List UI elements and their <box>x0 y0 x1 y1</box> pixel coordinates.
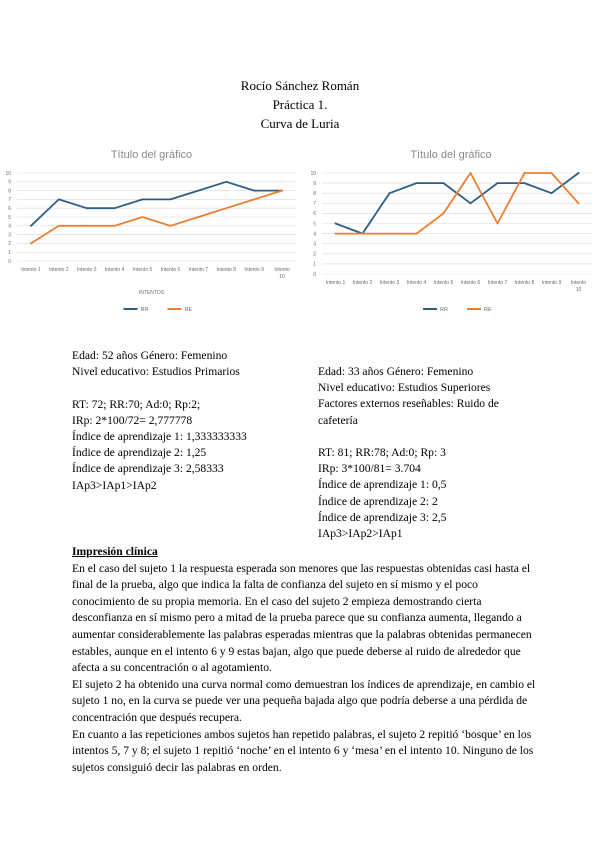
y-tick-label: 8 <box>313 191 316 197</box>
subject-2-data <box>318 364 518 542</box>
data-point-rr <box>197 190 199 192</box>
x-tick-label: Intento <box>274 267 290 273</box>
y-tick-label: 6 <box>8 206 11 212</box>
subject-2-line: Índice de aprendizaje 2: 2 <box>318 494 438 508</box>
chart-subject-1 <box>3 143 300 321</box>
y-tick-label: 9 <box>313 180 316 187</box>
data-point-re <box>470 172 472 174</box>
y-tick-label: 3 <box>8 232 11 239</box>
x-tick-label: Intento 3 <box>379 280 400 286</box>
data-point-rr <box>58 199 60 201</box>
x-tick-label: Intento 7 <box>487 280 508 286</box>
author-name: Rocío Sánchez Román <box>240 78 360 93</box>
data-point-re <box>30 243 32 245</box>
x-tick-label: Intento 9 <box>541 280 562 286</box>
legend-label-re: RE <box>484 307 492 313</box>
legend-label-rr: RR <box>440 307 448 313</box>
x-tick-label: Intento 1 <box>21 267 41 273</box>
subject-1-line: RT: 72; RR:70; Ad:0; Rp:2; <box>72 397 201 411</box>
y-tick-label: 8 <box>8 188 11 195</box>
data-point-re <box>497 223 499 225</box>
data-point-rr <box>497 182 499 184</box>
y-tick-label: 2 <box>8 241 11 248</box>
y-tick-label: 4 <box>313 231 316 238</box>
data-point-rr <box>335 223 337 225</box>
x-tick-label: Intento 5 <box>132 267 153 273</box>
chart-title: Título del gráfico <box>410 149 492 161</box>
x-tick-label: Intento 7 <box>188 267 209 273</box>
data-point-rr <box>253 190 255 192</box>
clinical-paragraph: En cuanto a las repeticiones ambos sujetos han repetido palabras, el sujeto 2 repitió ‘bosque’ en los intentos 5, 7 y 8; el sujeto 1 repitió ‘noche’ en el intento 6 y ‘mesa’ en el intento 10. Ninguno de los sujetos consiguió decir las palabras en orden. <box>72 727 534 774</box>
x-tick-label: Intento 2 <box>49 267 69 273</box>
legend-label-re: RE <box>184 307 193 313</box>
data-point-rr <box>142 199 144 201</box>
subject-2-line: Índice de aprendizaje 3: 2,5 <box>318 510 447 524</box>
x-tick-label: Intento 2 <box>352 280 373 286</box>
series-line-rr <box>31 182 282 226</box>
x-tick-label: Intento 5 <box>433 280 454 286</box>
data-point-re <box>142 216 144 218</box>
data-point-rr <box>551 192 553 194</box>
data-point-re <box>58 225 60 227</box>
data-point-rr <box>170 199 172 201</box>
data-point-rr <box>114 207 116 209</box>
subject-1-line: IRp: 2*100/72= 2,777778 <box>72 413 193 427</box>
clinical-heading: Impresión clínica <box>72 545 158 558</box>
chart-title: Título del gráfico <box>110 149 193 161</box>
subject-1-line: Índice de aprendizaje 3: 2,58333 <box>72 462 224 476</box>
data-point-rr <box>470 202 472 204</box>
subject-2-line: RT: 81; RR:78; Ad:0; Rp: 3 <box>318 446 446 459</box>
y-tick-label: 10 <box>5 170 11 177</box>
x-tick-label: Intento <box>570 280 587 286</box>
clinical-paragraph: El sujeto 2 ha obtenido una curva normal como demuestran los índices de aprendizaje, en cambio el sujeto 1 no, en la curva se puede ver una pequeña bajada algo que podría deberse a una pérdida de concentración que después recupera. <box>72 677 536 724</box>
data-point-re <box>253 199 255 201</box>
data-point-re <box>362 233 364 235</box>
data-point-re <box>170 225 172 227</box>
y-tick-label: 1 <box>313 261 316 268</box>
data-point-re <box>114 225 116 227</box>
subject-2-line: IAp3>IAp2>IAp1 <box>318 527 403 541</box>
subject-1-line: IAp3>IAp1>IAp2 <box>72 478 157 492</box>
x-tick-label: 10 <box>575 287 582 293</box>
subject-2-line: IRp: 3*100/81= 3.704 <box>318 462 421 476</box>
subject-1-data <box>72 348 307 494</box>
x-tick-label: Intento 8 <box>514 280 535 286</box>
x-tick-label: Intento 8 <box>216 267 236 273</box>
y-tick-label: 7 <box>313 201 316 208</box>
practice-label: Práctica 1. <box>272 97 328 112</box>
x-tick-label: Intento 6 <box>460 280 481 286</box>
subject-2-line: Edad: 33 años Género: Femenino <box>318 365 474 378</box>
y-tick-label: 2 <box>313 251 316 258</box>
data-point-rr <box>416 182 418 184</box>
data-point-re <box>335 233 337 235</box>
x-tick-label: 10 <box>279 274 285 280</box>
y-tick-label: 4 <box>8 223 11 230</box>
subject-2-line: Nivel educativo: Estudios Superiores <box>318 381 491 395</box>
y-tick-label: 10 <box>310 170 316 177</box>
data-point-rr <box>578 172 580 174</box>
legend-label-rr: RR <box>140 307 149 313</box>
subject-2-line: Factores externos reseñables: Ruido de cafetería <box>318 397 499 427</box>
data-point-re <box>281 190 283 192</box>
x-tick-label: Intento 4 <box>406 280 427 286</box>
data-point-re <box>443 213 445 215</box>
subject-1-line: Índice de aprendizaje 1: 1,333333333 <box>72 430 247 443</box>
data-point-re <box>551 172 553 174</box>
data-point-re <box>197 216 199 218</box>
subject-1-blank <box>72 380 307 396</box>
subject-1-line: Edad: 52 años Género: Femenino <box>72 349 228 362</box>
x-axis-label: INTENTOS <box>138 290 165 296</box>
y-tick-label: 3 <box>313 241 316 248</box>
data-point-re <box>389 233 391 235</box>
data-point-re <box>86 225 88 227</box>
x-tick-label: Intento 3 <box>77 267 97 273</box>
data-point-rr <box>443 182 445 184</box>
data-point-rr <box>30 225 32 227</box>
subject-2-line: Índice de aprendizaje 1: 0,5 <box>318 478 447 492</box>
chart-subject-1-svg <box>3 143 300 321</box>
x-tick-label: Intento 1 <box>325 280 346 286</box>
data-point-re <box>578 202 580 204</box>
data-point-rr <box>389 192 391 194</box>
y-tick-label: 6 <box>313 211 316 218</box>
y-tick-label: 5 <box>8 214 11 221</box>
x-tick-label: Intento 6 <box>160 267 181 273</box>
data-point-re <box>524 172 526 174</box>
data-point-rr <box>225 181 227 183</box>
y-tick-label: 9 <box>8 179 11 186</box>
subject-2-blank <box>318 429 518 445</box>
chart-subject-2 <box>306 143 596 321</box>
y-tick-label: 7 <box>8 197 11 204</box>
clinical-paragraph: En el caso del sujeto 1 la respuesta esperada son menores que las respuestas obtenidas casi hasta el final de la prueba, algo que indica la falta de confianza del sujeto en sí mismo y el poco conocimiento de su propia memoria. En el caso del sujeto 2 empieza demostrando cierta desconfianza en sí mismo pero a mitad de la prueba parece que su confianza aumenta, llegando a aumentar considerablemente las palabras esperadas mientras que la palabras obtenidas permanecen estables, aunque en el intento 6 y 9 estas bajan, algo que puede deberse al ruido de alrededor que afecta a su concentración o al agotamiento. <box>72 561 532 675</box>
data-point-re <box>416 233 418 235</box>
x-tick-label: Intento 4 <box>104 267 125 273</box>
y-tick-label: 1 <box>8 250 11 256</box>
document-subtitle: Curva de Luria <box>260 116 340 131</box>
data-point-rr <box>524 182 526 184</box>
clinical-impression <box>72 544 542 776</box>
subject-1-line: Índice de aprendizaje 2: 1,25 <box>72 446 207 460</box>
y-tick-label: 0 <box>8 258 11 265</box>
data-point-rr <box>86 207 88 209</box>
data-point-re <box>225 207 227 209</box>
y-tick-label: 0 <box>313 271 316 278</box>
chart-subject-2-svg <box>306 143 596 321</box>
subject-1-line: Nivel educativo: Estudios Primarios <box>72 365 240 379</box>
x-tick-label: Intento 9 <box>244 267 264 273</box>
document-header <box>0 76 600 133</box>
y-tick-label: 5 <box>313 221 316 228</box>
